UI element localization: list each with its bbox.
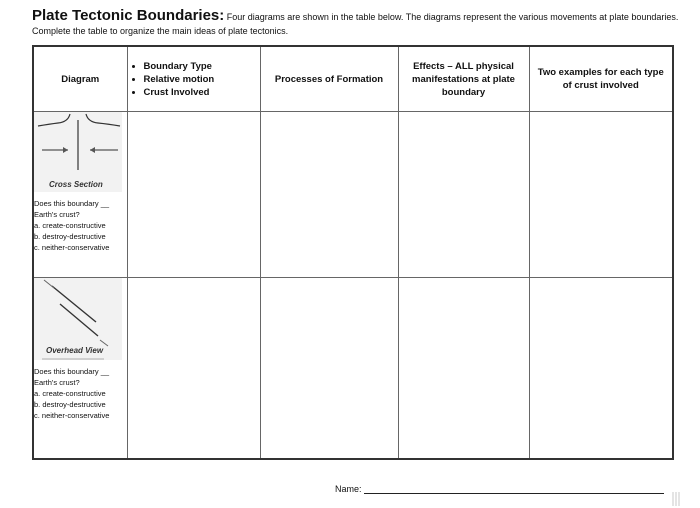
- title-line: [32, 8, 682, 25]
- boundary-question: [34, 366, 127, 421]
- table-row: [33, 112, 673, 278]
- boundary-question: [34, 198, 127, 253]
- option-destroy: b. destroy-destructive: [34, 232, 106, 241]
- question-text: Does this boundary __: [34, 199, 110, 208]
- header-effects: Effects – ALL physical manifestations at plate boundary: [398, 46, 529, 112]
- boundaries-table: [32, 45, 674, 460]
- diagram-cell: [33, 112, 127, 278]
- name-underline[interactable]: [364, 484, 664, 494]
- header-relative-motion: • Relative motion: [144, 73, 260, 86]
- examples-answer-cell[interactable]: [529, 278, 673, 460]
- question-text: Earth's crust?: [34, 210, 80, 219]
- header-boundary: [127, 46, 260, 112]
- instructions-line-1: Four diagrams are shown in the table below. The diagrams represent the various movements at plate boundaries.: [226, 12, 679, 22]
- effects-answer-cell[interactable]: [398, 112, 529, 278]
- diagram-cell: [33, 278, 127, 460]
- option-create: a. create-constructive: [34, 221, 106, 230]
- processes-answer-cell[interactable]: [260, 278, 398, 460]
- name-field[interactable]: [335, 484, 664, 494]
- divergent-diagram-image: [34, 112, 122, 192]
- option-neither: c. neither-conservative: [34, 243, 110, 252]
- question-text: Earth's crust?: [34, 378, 80, 387]
- header-row: [33, 46, 673, 112]
- header-crust-involved: • Crust Involved: [144, 86, 260, 99]
- header-boundary-type: • Boundary Type: [144, 60, 260, 73]
- table-row: [33, 278, 673, 460]
- question-text: Does this boundary __: [34, 367, 110, 376]
- diagram-caption: Cross Section: [49, 180, 103, 189]
- option-destroy: b. destroy-destructive: [34, 400, 106, 409]
- processes-answer-cell[interactable]: [260, 112, 398, 278]
- option-create: a. create-constructive: [34, 389, 106, 398]
- name-label: Name:: [335, 484, 362, 494]
- header-processes: Processes of Formation: [260, 46, 398, 112]
- boundary-answer-cell[interactable]: [127, 112, 260, 278]
- option-neither: c. neither-conservative: [34, 411, 110, 420]
- worksheet-title: Plate Tectonic Boundaries:: [32, 7, 225, 24]
- header-diagram: Diagram: [33, 46, 127, 112]
- instructions-line-2: Complete the table to organize the main ideas of plate tectonics.: [32, 26, 289, 36]
- effects-answer-cell[interactable]: [398, 278, 529, 460]
- transform-diagram-image: [34, 278, 122, 360]
- header-examples: Two examples for each type of crust involved: [529, 46, 673, 112]
- margin-lines-decoration: [672, 492, 682, 506]
- examples-answer-cell[interactable]: [529, 112, 673, 278]
- worksheet-header: [32, 8, 682, 36]
- diagram-caption: Overhead View: [46, 346, 104, 355]
- boundary-answer-cell[interactable]: [127, 278, 260, 460]
